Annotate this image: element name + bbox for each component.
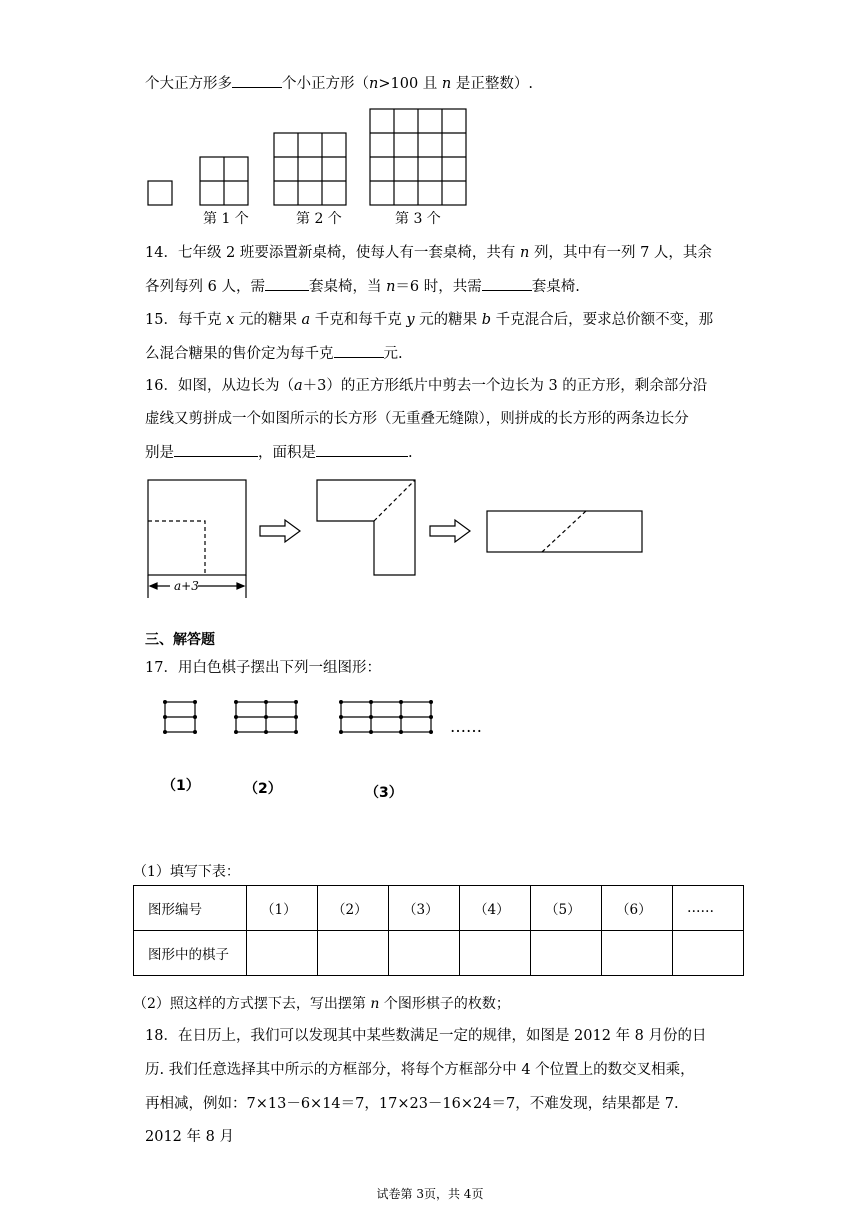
answer-cell[interactable]: [389, 931, 460, 976]
q15-text-1a: 15．每千克: [145, 312, 227, 328]
answer-cell[interactable]: [247, 931, 318, 976]
q16-text-3a: 别是: [145, 445, 174, 461]
square-2x2: [200, 157, 248, 205]
table-header-cell: 图形中的棋子: [134, 931, 247, 976]
q15-text-1c: 千克和每千克: [310, 312, 407, 328]
arrow-right-icon: [260, 520, 300, 542]
table-cell: （6）: [602, 886, 673, 931]
q16-text-1a: 16．如图，从边长为（: [145, 378, 294, 394]
q17-var-n: n: [370, 996, 380, 1012]
table-cell: （1）: [247, 886, 318, 931]
table-cell: （5）: [531, 886, 602, 931]
q16-figure: [140, 474, 660, 604]
big-square: [148, 480, 246, 575]
q15-line-1: [145, 310, 713, 330]
q17-chess-figure: [150, 695, 500, 745]
q14-text-1b: 列，其中有一列 7 人，其余: [529, 245, 712, 261]
q13-text-c: 是正整数）.: [451, 76, 533, 92]
q13-label-3: 第 3 个: [395, 211, 441, 227]
q15-text-2a: 么混合糖果的售价定为每千克: [145, 346, 334, 362]
q13-var-n: n: [369, 76, 379, 92]
q17-fig-label-3: （3）: [365, 785, 403, 801]
answer-cell[interactable]: [602, 931, 673, 976]
q15-var-a: a: [301, 312, 311, 328]
q17-sub2-b: 个图形棋子的枚数；: [379, 996, 510, 1012]
table-cell: （3）: [389, 886, 460, 931]
square-1x1: [148, 181, 172, 205]
arrow-right-icon-2: [430, 520, 470, 542]
q17-stem: 17．用白色棋子摆出下列一组图形：: [145, 660, 381, 676]
q16-var-a: a: [293, 378, 303, 394]
q15-text-2b: 元.: [383, 346, 403, 362]
cut-dashed-line: [148, 521, 205, 575]
q14-text-2b: 套桌椅，当: [308, 279, 387, 295]
chess-shape-1: [165, 702, 195, 732]
q13-tail-line: [145, 73, 533, 94]
q14-text-2a: 各列每列 6 人，需: [145, 279, 265, 295]
q16-text-3b: ，面积是: [258, 445, 316, 461]
table-cell: ……: [673, 886, 744, 931]
q13-label-1: 第 1 个: [203, 211, 249, 227]
q13-text-a: 个大正方形多: [145, 76, 232, 92]
q14-text-2d: 套桌椅.: [531, 279, 580, 295]
q18-line-2: 历. 我们任意选择其中所示的方框部分，将每个方框部分中 4 个位置上的数交叉相乘，: [145, 1062, 695, 1078]
q15-text-1b: 元的糖果: [234, 312, 302, 328]
q13-squares-figure: [140, 105, 480, 210]
table-row: [134, 931, 744, 976]
table-cell: （4）: [460, 886, 531, 931]
q17-sub1: （1）填写下表：: [133, 864, 240, 880]
q15-var-x: x: [226, 312, 235, 328]
q14-text-2c: ＝6 时，共需: [395, 279, 482, 295]
page-footer: 试卷第 3页，共 4页: [376, 1187, 484, 1201]
table-cell: （2）: [318, 886, 389, 931]
q15-text-1e: 千克混合后，要求总价额不变，那: [491, 312, 714, 328]
q14-blank-2[interactable]: [482, 276, 532, 291]
q14-line-1: [145, 243, 712, 263]
q14-var-n: n: [520, 245, 530, 261]
answer-cell[interactable]: [460, 931, 531, 976]
q17-fig-label-2: （2）: [244, 781, 282, 797]
q17-ellipsis: ……: [450, 717, 482, 736]
square-4x4: [370, 109, 466, 205]
chess-shape-3: [341, 702, 431, 732]
q16-dim-label: a+3: [174, 579, 199, 593]
q16-line-1: [145, 376, 707, 396]
q18-line-3: 再相减，例如：7×13－6×14＝7，17×23－16×24＝7，不难发现，结果都是 7.: [145, 1096, 679, 1112]
section-title: 三、解答题: [145, 632, 215, 648]
q16-text-1b: ＋3）的正方形纸片中剪去一个边长为 3 的正方形，剩余部分沿: [302, 378, 708, 394]
answer-cell[interactable]: [318, 931, 389, 976]
q13-text-gt: >100 且: [378, 76, 442, 92]
q16-text-3c: .: [408, 445, 413, 461]
q16-text-2: 虚线又剪拼成一个如图所示的长方形（无重叠无缝隙），则拼成的长方形的两条边长分: [145, 411, 689, 427]
q13-answer-blank[interactable]: [232, 73, 282, 88]
q14-line-2: [145, 276, 580, 297]
q14-var-n2: n: [386, 279, 396, 295]
q14-text-1a: 14．七年级 2 班要添置新桌椅，使每人有一套桌椅，共有: [145, 245, 521, 261]
q17-fig-label-1: （1）: [162, 778, 200, 794]
answer-cell[interactable]: [673, 931, 744, 976]
q16-blank-sides[interactable]: [174, 442, 258, 457]
q16-line-3: [145, 442, 413, 463]
q15-text-1d: 元的糖果: [414, 312, 482, 328]
q13-var-n2: n: [441, 76, 452, 92]
q15-blank[interactable]: [334, 343, 384, 358]
q15-var-b: b: [481, 312, 492, 328]
square-3x3: [274, 133, 346, 205]
q16-blank-area[interactable]: [316, 442, 408, 457]
q14-blank-1[interactable]: [265, 276, 309, 291]
q18-line-1: 18．在日历上，我们可以发现其中某些数满足一定的规律，如图是 2012 年 8 月份的日: [145, 1028, 707, 1044]
table-row: [134, 886, 744, 931]
q15-line-2: [145, 343, 403, 364]
table-header-cell: 图形编号: [134, 886, 247, 931]
q13-text-b: 个小正方形（: [282, 76, 369, 92]
q16-line-2: [145, 409, 689, 429]
q17-sub2-a: （2）照这样的方式摆下去，写出摆第: [133, 996, 371, 1012]
q13-label-2: 第 2 个: [296, 211, 342, 227]
q15-var-y: y: [406, 312, 415, 328]
q18-calendar-title: 2012 年 8 月: [145, 1129, 234, 1145]
q17-sub2: [133, 994, 510, 1014]
q17-table: [133, 885, 744, 976]
answer-cell[interactable]: [531, 931, 602, 976]
